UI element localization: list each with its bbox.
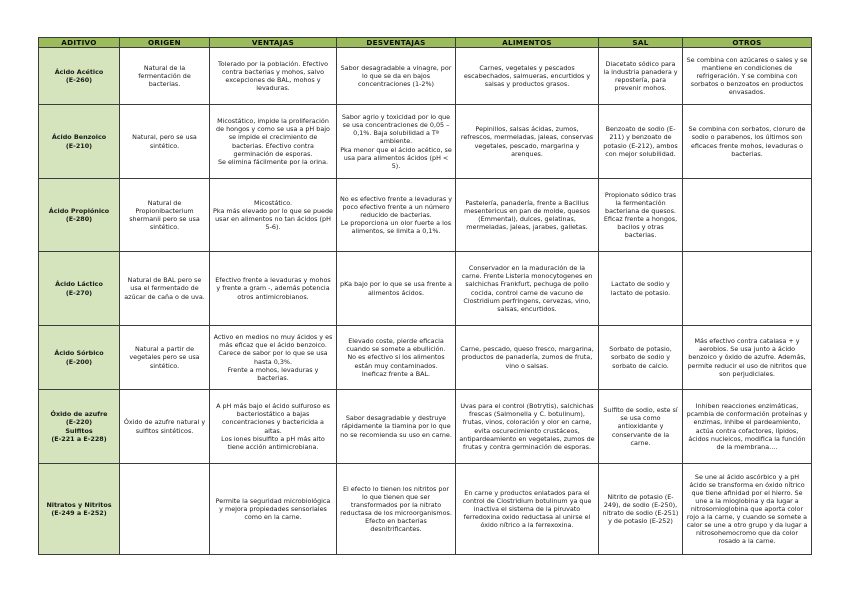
sal-cell: Sulfito de sodio, este sí se usa como antioxidante y conservante de la carne. [599,390,683,464]
aditivo-cell: Ácido Benzoico (E-210) [39,105,120,179]
origen-cell: Natural de Propionibacterium shermanii pero se usa sintético. [120,179,210,252]
header-aditivo: ADITIVO [39,38,120,48]
alimentos-cell: Pepinillos, salsas ácidas, zumos, refrescos, mermeladas, jaleas, conservas vegetales, pescado, margarina y arenques. [456,105,599,179]
alimentos-cell: En carne y productos enlatados para el control de Clostridium botulinum ya que inactiva el sistema de la piruvato ferredoxina oxido reductasa al unirse el óxido nítrico a la ferrexoxina. [456,464,599,555]
additives-table-sheet [38,37,812,555]
ventajas-cell: A pH más bajo el ácido sulfuroso es bacteriostático a bajas concentraciones y bactericida a altas. Los iones bisulfito a pH más alto tiene acción antimicrobiana. [210,390,337,464]
sal-cell: Benzoato de sodio (E-211) y benzoato de potasio (E-212), ambos con mejor solubilidad. [599,105,683,179]
additives-table [38,37,812,555]
header-ventajas: VENTAJAS [210,38,337,48]
table-row [39,252,812,326]
header-desventajas: DESVENTAJAS [337,38,456,48]
ventajas-cell: Tolerado por la población. Efectivo contra bacterias y mohos, salvo excepciones de BAL, mohos y levaduras. [210,48,337,105]
ventajas-cell: Efectivo frente a levaduras y mohos y frente a gram -, además potencia otros antimicrobianos. [210,252,337,326]
origen-cell: Natural, pero se usa sintético. [120,105,210,179]
alimentos-cell: Conservador en la maduración de la carne. Frente Listeria monocytogenes en salchichas Frankfurt, pechuga de pollo cocida, control carne de vacuno de Clostridium perfringens, cervezas, vino, salsas, encurtidos. [456,252,599,326]
otros-cell: Se une al ácido ascórbico y a pH ácido se transforma en óxido nítrico que tiene afinidad por el hierro. Se une a la mioglobina y da lugar a nitrosomioglobina que aporta color rojo a la carne, y cuando se somete a calor se une a otro grupo y da lugar a nitrosohemocromo que da color rosado a la carne. [683,464,812,555]
origen-cell: Natural a partir de vegetales pero se usa sintético. [120,326,210,390]
origen-cell: Natural de la fermentación de bacterias. [120,48,210,105]
desventajas-cell: pKa bajo por lo que se usa frente a alimentos ácidos. [337,252,456,326]
alimentos-cell: Carnes, vegetales y pescados escabechados, salmueras, encurtidos y salsas y productos grasos. [456,48,599,105]
aditivo-cell: Ácido Sórbico (E-200) [39,326,120,390]
desventajas-cell: Sabor desagradable y destruye rápidamente la tiamina por lo que no se recomienda su uso en carne. [337,390,456,464]
desventajas-cell: No es efectivo frente a levaduras y poco efectivo frente a un número reducido de bacterias. Le proporciona un olor fuerte a los alimentos, se limita a 0,1%. [337,179,456,252]
otros-cell [683,252,812,326]
desventajas-cell: Elevado coste, pierde eficacia cuando se somete a ebullición. No es efectivo si los alimentos están muy contaminados. Ineficaz frente a BAL. [337,326,456,390]
otros-cell: Más efectivo contra catalasa + y aerobios. Se usa junto a ácido benzoico y óxido de azufre. Además, permite reducir el uso de nitritos que son perjudiciales. [683,326,812,390]
ventajas-cell: Micostático. Pka más elevado por lo que se puede usar en alimentos no tan ácidos (pH 5-6). [210,179,337,252]
table-row [39,390,812,464]
aditivo-cell: Ácido Propiónico (E-280) [39,179,120,252]
otros-cell: Se combina con sorbatos, cloruro de sodio o parabenos, los últimos son eficaces frente mohos, levaduras o bacterias. [683,105,812,179]
aditivo-cell: Ácido Láctico (E-270) [39,252,120,326]
header-row [39,38,812,48]
header-sal: SAL [599,38,683,48]
otros-cell: Inhiben reacciones enzimáticas, pcambia de conformación proteínas y enzimas, inhibe el pardeamiento, actúa contra cofactores, lípidos, ácidos nucleicos, modifica la función de la membrana…. [683,390,812,464]
sal-cell: Lactato de sodio y lactato de potasio. [599,252,683,326]
aditivo-cell: Óxido de azufre (E-220) Sulfitos (E-221 a E-228) [39,390,120,464]
header-otros: OTROS [683,38,812,48]
aditivo-cell: Nitratos y Nitritos (E-249 a E-252) [39,464,120,555]
desventajas-cell: Sabor desagradable a vinagre, por lo que se da en bajos concentraciones (1-2%) [337,48,456,105]
table-row [39,326,812,390]
header-alimentos: ALIMENTOS [456,38,599,48]
ventajas-cell: Micostático, impide la proliferación de hongos y como se usa a pH bajo se impide el crecimiento de bacterias. Efectivo contra germinación de esporas. Se elimina fácilmente por la orina. [210,105,337,179]
ventajas-cell: Permite la seguridad microbiológica y mejora propiedades sensoriales como en la carne. [210,464,337,555]
origen-cell [120,464,210,555]
table-row [39,48,812,105]
alimentos-cell: Pastelería, panadería, frente a Bacillus mesentericus en pan de molde, quesos (Emmental), dulces, gelatinas, mermeladas, jaleas, jarabes, galletas. [456,179,599,252]
sal-cell: Sorbato de potasio, sorbato de sodio y sorbato de calcio. [599,326,683,390]
alimentos-cell: Uvas para el control (Botrytis), salchichas frescas (Salmonella y C. botulinum), frutas, vinos, coloración y olor en carne, evita oscurecimiento crustáceos, antipardeamiento en vegetales, zumos de frutas y contra germinación de esporas. [456,390,599,464]
table-row [39,105,812,179]
sal-cell: Nitrito de potasio (E-249), de sodio (E-250), nitrato de sodio (E-251) y de potasio (E-252) [599,464,683,555]
table-row [39,464,812,555]
origen-cell: Natural de BAL pero se usa el fermentado de azúcar de caña o de uva. [120,252,210,326]
sal-cell: Propionato sódico tras la fermentación bacteriana de quesos. Eficaz frente a hongos, bacilos y otras bacterias. [599,179,683,252]
alimentos-cell: Carne, pescado, queso fresco, margarina, productos de panadería, zumos de fruta, vino o salsas. [456,326,599,390]
desventajas-cell: El efecto lo tienen los nitritos por lo que tienen que ser transformados por la nitrato reductasa de los microorganismos. Efecto en bacterias desnitrificantes. [337,464,456,555]
desventajas-cell: Sabor agrio y toxicidad por lo que se usa concentraciones de 0,05 – 0,1%. Baja solubilidad a Tª ambiente. Pka menor que el ácido acético, se usa para alimentos ácidos (pH < 5). [337,105,456,179]
ventajas-cell: Activo en medios no muy ácidos y es más eficaz que el ácido benzoico. Carece de sabor por lo que se usa hasta 0,3%. Frente a mohos, levaduras y bacterias. [210,326,337,390]
sal-cell: Diacetato sódico para la industria panadera y repostería, para prevenir mohos. [599,48,683,105]
header-origen: ORIGEN [120,38,210,48]
otros-cell: Se combina con azúcares o sales y se mantiene en condiciones de refrigeración. Y se combina con sorbatos o benzoatos en productos envasados. [683,48,812,105]
aditivo-cell: Ácido Acético (E-260) [39,48,120,105]
otros-cell [683,179,812,252]
origen-cell: Óxido de azufre natural y sulfitos sintéticos. [120,390,210,464]
table-row [39,179,812,252]
